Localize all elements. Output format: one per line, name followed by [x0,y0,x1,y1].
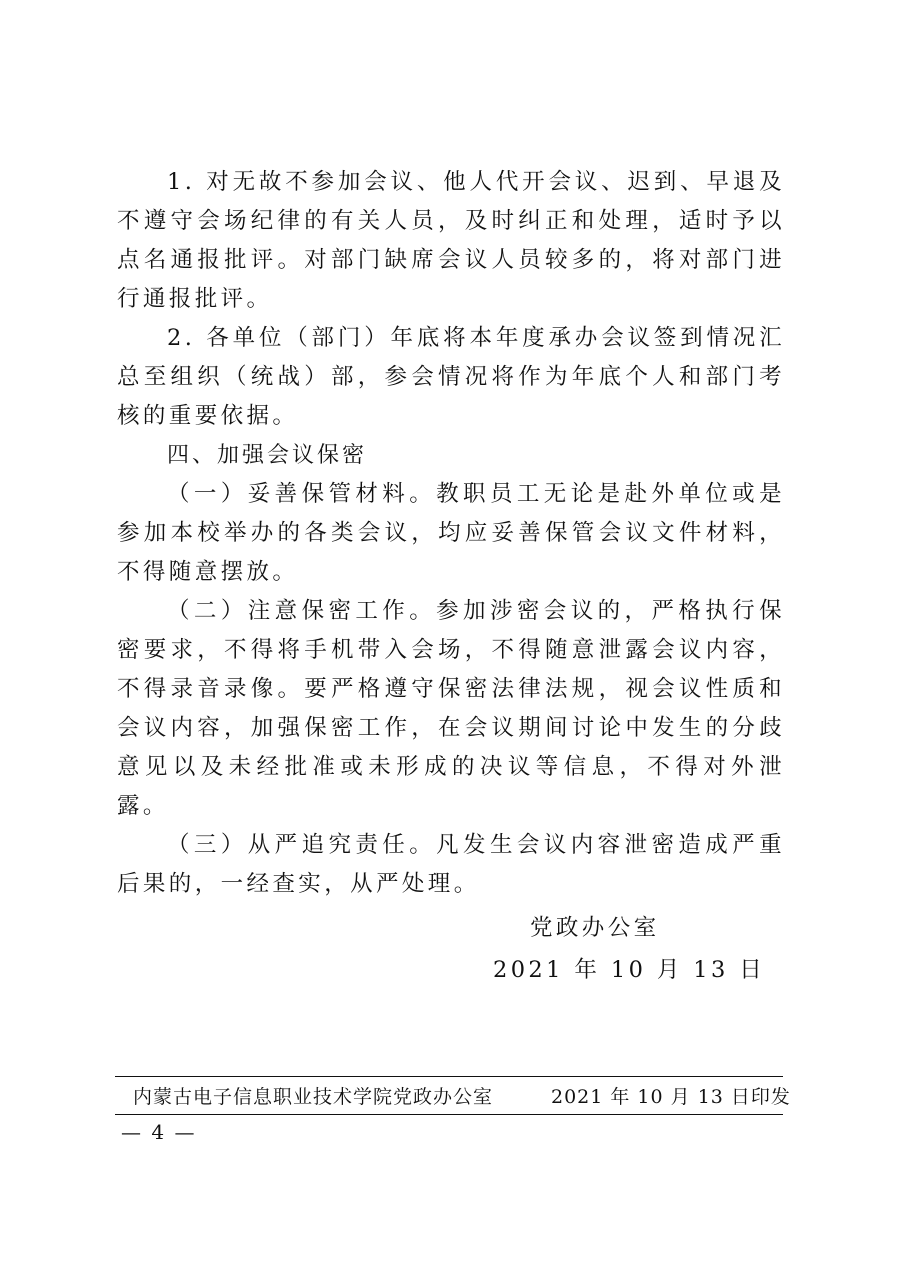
footer-issue-date: 2021 年 10 月 13 日印发 [551,1086,791,1108]
paragraph-item-2: 2. 各单位（部门）年底将本年度承办会议签到情况汇总至组织（统战）部，参会情况将作为年底个人和部门考核的重要依据。 [117,325,785,429]
paragraph-subsection-3: （三）从严追究责任。凡发生会议内容泄密造成严重后果的，一经查实，从严处理。 [117,832,785,897]
footer-bottom-rule [115,1114,783,1115]
signature-date: 2021 年 10 月 13 日 [493,957,766,983]
paragraph-subsection-2: （二）注意保密工作。参加涉密会议的，严格执行保密要求，不得将手机带入会场，不得随意泄露会议内容，不得录音录像。要严格遵守保密法律法规，视会议性质和会议内容，加强保密工作，在会议期间讨论中发生的分歧意见以及未经批准或未形成的决议等信息，不得对外泄露。 [117,598,785,819]
footer-issuer: 内蒙古电子信息职业技术学院党政办公室 [133,1086,494,1108]
section-heading-confidentiality: 四、加强会议保密 [167,443,368,468]
footer-top-rule [115,1076,783,1077]
signature-office: 党政办公室 [530,915,660,941]
document-body [117,163,785,904]
page-number: — 4 — [121,1120,197,1144]
paragraph-subsection-1: （一）妥善保管材料。教职员工无论是赴外单位或是参加本校举办的各类会议，均应妥善保管会议文件材料，不得随意摆放。 [117,481,785,585]
paragraph-item-1: 1. 对无故不参加会议、他人代开会议、迟到、早退及不遵守会场纪律的有关人员，及时纠正和处理，适时予以点名通报批评。对部门缺席会议人员较多的，将对部门进行通报批评。 [117,169,785,312]
